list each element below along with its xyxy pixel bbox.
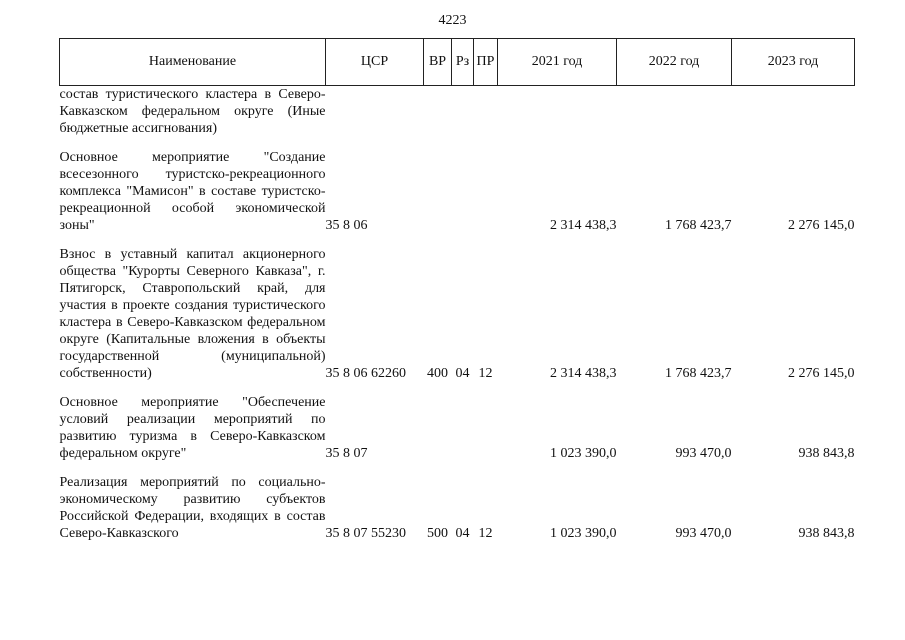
row-name: Взнос в уставный капитал акционерного общества "Курорты Северного Кавказа", г. Пятигорск, Ставропольский край, для участия в проекте создания туристического кластера в Северо-Кавказском федеральном округе (Капитальные вложения в объекты государственной (муниципальной) собственности) [59, 247, 326, 381]
header-2022: 2022 год [617, 39, 732, 86]
row-pr: 12 [478, 526, 493, 541]
row-rz [452, 86, 474, 138]
row-rz: 04 [455, 366, 470, 381]
row-csr: 35 8 07 55230 [325, 526, 406, 541]
row-vr [424, 394, 452, 462]
header-vr: ВР [424, 39, 452, 86]
header-rz: Рз [452, 39, 474, 86]
table-row [60, 394, 855, 462]
row-csr: 35 8 07 [325, 446, 368, 461]
row-name: Реализация мероприятий по социально-экономическому развитию субъектов Российской Федерации, входящих в состав Северо-Кавказского [59, 475, 326, 541]
header-pr: ПР [474, 39, 498, 86]
row-2021: 1 023 390,0 [550, 526, 617, 541]
header-csr: ЦСР [326, 39, 424, 86]
row-rz [452, 149, 474, 234]
row-2022: 1 768 423,7 [665, 366, 732, 381]
row-2021: 1 023 390,0 [550, 446, 617, 461]
row-vr: 500 [427, 526, 448, 541]
header-2023: 2023 год [732, 39, 855, 86]
row-csr: 35 8 06 [325, 218, 368, 233]
row-rz: 04 [455, 526, 470, 541]
budget-table [59, 38, 855, 542]
row-name: Основное мероприятие "Создание всесезонного туристско-рекреационного комплекса "Мамисон" в составе туристско-рекреационной особой экономической зоны" [59, 150, 326, 233]
header-2021: 2021 год [498, 39, 617, 86]
row-2021: 2 314 438,3 [550, 366, 617, 381]
row-2022: 993 470,0 [675, 526, 732, 541]
row-2023: 2 276 145,0 [788, 218, 855, 233]
row-csr [326, 86, 424, 138]
row-2022: 1 768 423,7 [665, 218, 732, 233]
row-vr [424, 149, 452, 234]
row-2023 [732, 86, 855, 138]
page-number: 4223 [438, 13, 467, 28]
row-pr [474, 394, 498, 462]
row-2022: 993 470,0 [675, 446, 732, 461]
row-pr [474, 149, 498, 234]
table-row [60, 86, 855, 138]
row-pr [474, 86, 498, 138]
row-pr: 12 [478, 366, 493, 381]
row-vr [424, 86, 452, 138]
row-2022 [617, 86, 732, 138]
row-2023: 938 843,8 [798, 446, 855, 461]
row-2023: 938 843,8 [798, 526, 855, 541]
table-row [60, 474, 855, 542]
row-name: состав туристического кластера в Северо-Кавказском федеральном округе (Иные бюджетные ассигнования) [59, 87, 326, 136]
row-2023: 2 276 145,0 [788, 366, 855, 381]
table-row [60, 149, 855, 234]
row-rz [452, 394, 474, 462]
row-vr: 400 [427, 366, 448, 381]
row-name: Основное мероприятие "Обеспечение условий реализации мероприятий по развитию туризма в Северо-Кавказском федеральном округе" [59, 395, 326, 461]
row-csr: 35 8 06 62260 [325, 366, 406, 381]
table-header [60, 39, 855, 86]
table-row [60, 246, 855, 382]
header-name: Наименование [60, 39, 326, 86]
row-2021: 2 314 438,3 [550, 218, 617, 233]
row-2021 [498, 86, 617, 138]
